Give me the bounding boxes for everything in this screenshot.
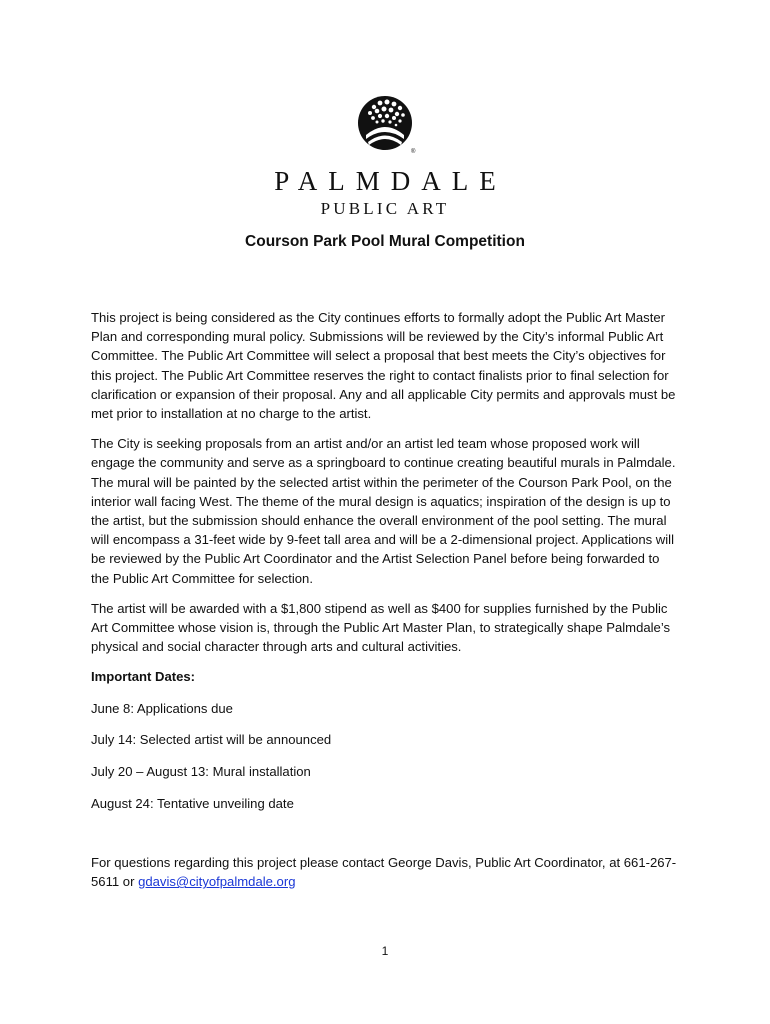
contact-email-link[interactable]: gdavis@cityofpalmdale.org	[138, 874, 296, 890]
date-item: August 24: Tentative unveiling date	[91, 795, 294, 811]
date-item: June 8: Applications due	[91, 700, 233, 716]
document-title: Courson Park Pool Mural Competition	[245, 233, 525, 250]
paragraph-intro: This project is being considered as the City continues efforts to formally adopt the Public Art Master Plan and corresponding mural policy. Submissions will be reviewed by the City’s informal Public Art Committee. The Public Art Committee will select a proposal that best meets the City’s objectives for this project. The Public Art Committee reserves the right to contact finalists prior to final selection for clarification or expansion of their proposal. Any and all applicable City permits and approvals must be met prior to installation at no charge to the artist.	[91, 310, 676, 422]
date-item: July 20 – August 13: Mural installation	[91, 764, 311, 780]
document-body	[91, 308, 681, 902]
brand-name: PALMDALE	[274, 166, 507, 196]
paragraph-award: The artist will be awarded with a $1,800 stipend as well as $400 for supplies furnished by the Public Art Committee whose vision is, through the Public Art Master Plan, to strategically shape Palmdale’s physical and social character through arts and cultural activities.	[91, 600, 671, 655]
important-dates-heading: Important Dates:	[91, 669, 196, 685]
contact-paragraph	[91, 853, 681, 891]
date-item: July 14: Selected artist will be announced	[91, 732, 332, 748]
paragraph-proposal: The City is seeking proposals from an artist and/or an artist led team whose proposed work will engage the community and serve as a springboard to continue creating beautiful murals in Palmdale. The mural will be painted by the selected artist within the perimeter of the Courson Park Pool, on the interior wall facing West. The theme of the mural design is aquatics; inspiration of the design is up to the artist, but the submission should enhance the overall environment of the pool setting. The mural will encompass a 31-feet wide by 9-feet tall area and will be a 2-dimensional project. Applications will be reviewed by the Public Art Coordinator and the Artist Selection Panel before being forwarded to the Public Art Committee for selection.	[91, 436, 676, 586]
page-number: 1	[381, 944, 389, 958]
brand-subtitle: PUBLIC ART	[320, 199, 450, 218]
palmdale-sun-logo-icon	[356, 93, 418, 155]
contact-text: For questions regarding this project please contact George Davis, Public Art Coordinator, at 661-267-5611 or	[91, 854, 677, 890]
registered-mark: ®	[411, 149, 416, 155]
